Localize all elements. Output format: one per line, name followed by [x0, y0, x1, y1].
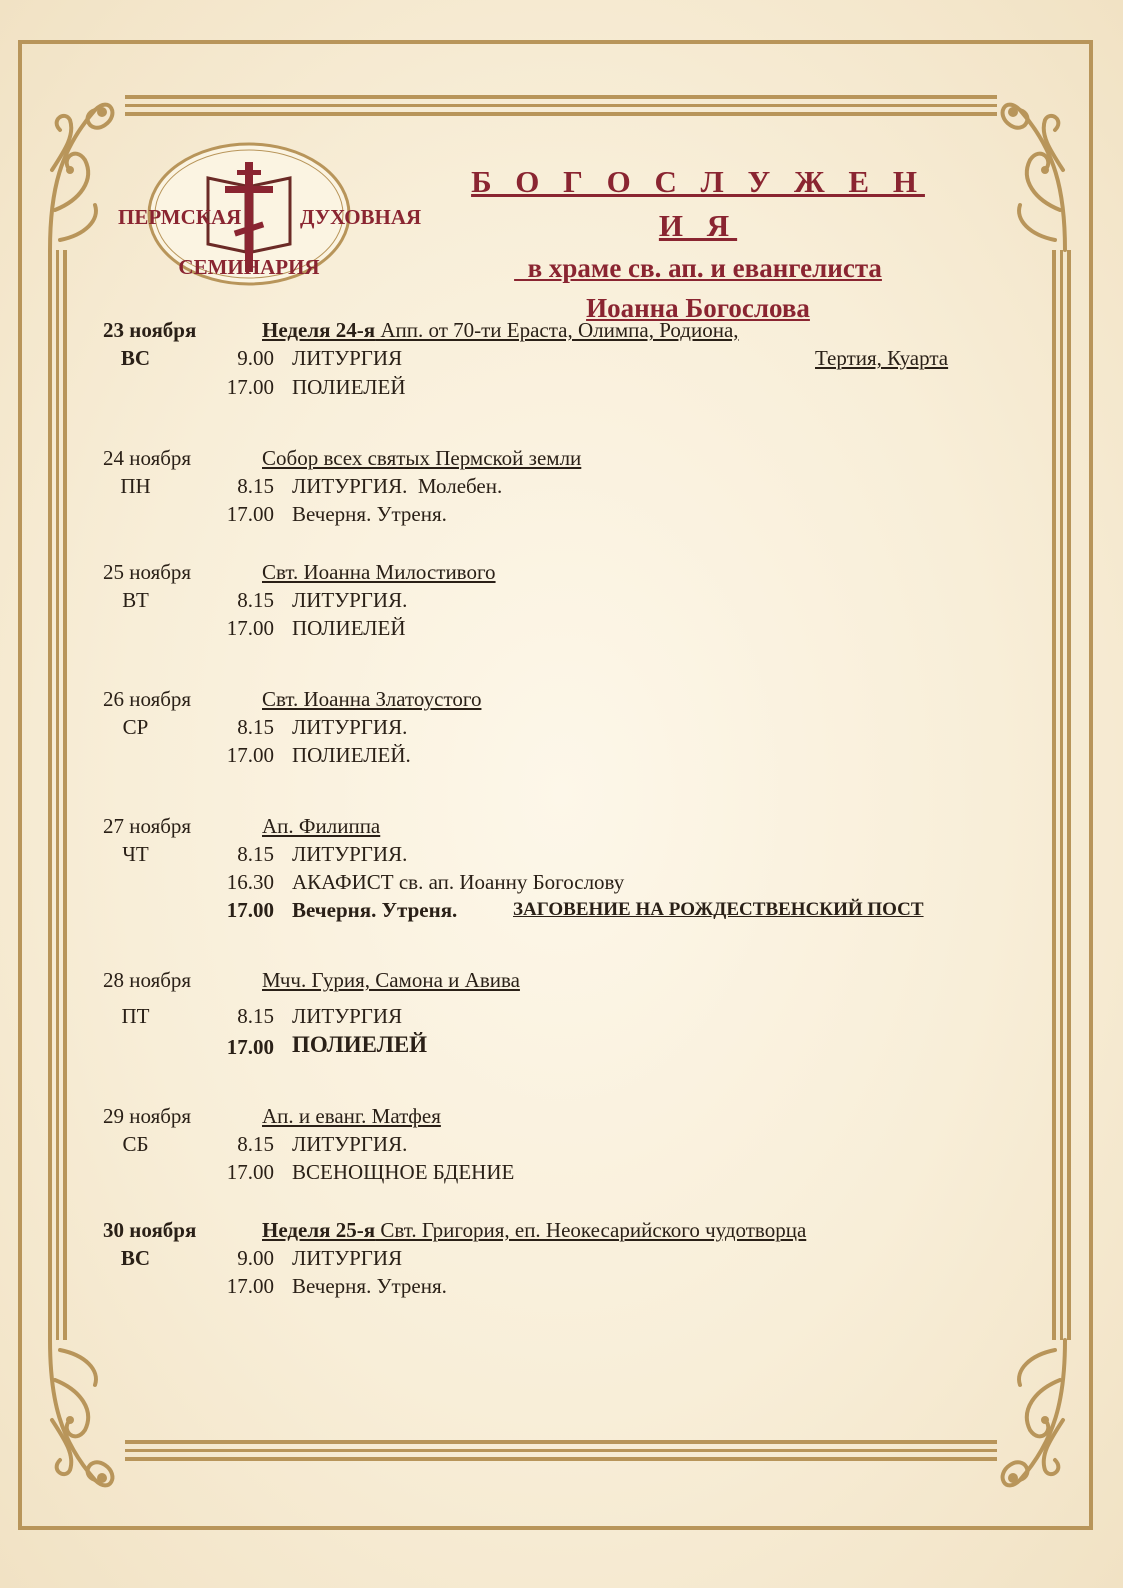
feast-sunday-label: Неделя 25-я [262, 1218, 376, 1242]
service-time: 17.00 [226, 743, 274, 767]
service-time: 9.00 [237, 346, 274, 370]
service-name: ЛИТУРГИЯ. [292, 842, 408, 866]
day-of-week: ВС [120, 346, 151, 370]
day-of-week: ВС [120, 1246, 151, 1270]
service-time: 17.00 [226, 1274, 274, 1298]
service-name: ПОЛИЕЛЕЙ [292, 1032, 428, 1057]
service-time: 9.00 [237, 1246, 274, 1270]
logo-text-right: ДУХОВНАЯ [300, 205, 422, 229]
service-time: 17.00 [226, 898, 274, 922]
service-name: ЛИТУРГИЯ. [292, 588, 408, 612]
service-time: 17.00 [226, 502, 274, 526]
service-time: 17.00 [226, 1035, 274, 1059]
service-name: Вечерня. Утреня. [292, 1274, 447, 1298]
day-feast [262, 317, 739, 343]
feast-text: Свт. Григория, еп. Неокесарийского чудотворца [375, 1218, 807, 1242]
service-name: АКАФИСТ св. ап. Иоанну Богослову [292, 870, 625, 894]
service-time: 8.15 [237, 842, 274, 866]
page-subtitle-line2: Иоанна Богослова [586, 293, 810, 323]
service-name: ВСЕНОЩНОЕ БДЕНИЕ [292, 1160, 515, 1184]
service-time: 17.00 [226, 616, 274, 640]
day-date: 28 ноября [103, 968, 192, 992]
day-of-week: ПТ [121, 1004, 150, 1028]
feast-sunday-label: Неделя 24-я [262, 318, 376, 342]
service-name: ЛИТУРГИЯ [292, 1246, 403, 1270]
service-name: ЛИТУРГИЯ [292, 1004, 403, 1028]
day-date: 25 ноября [103, 560, 192, 584]
service-name: ЛИТУРГИЯ. [292, 715, 408, 739]
service-time: 17.00 [226, 1160, 274, 1184]
service-time: 17.00 [226, 375, 274, 399]
day-feast: Свт. Иоанна Милостивого [262, 560, 496, 584]
day-date: 23 ноября [103, 318, 197, 342]
day-of-week: СР [122, 715, 149, 739]
service-time: 16.30 [226, 870, 274, 894]
service-name: ЛИТУРГИЯ. [292, 1132, 408, 1156]
service-time: 8.15 [237, 588, 274, 612]
feast-text-continued: Тертия, Куарта [815, 346, 949, 370]
day-feast: Ап. и еванг. Матфея [262, 1104, 441, 1128]
day-date: 27 ноября [103, 814, 192, 838]
day-feast: Собор всех святых Пермской земли [262, 446, 582, 470]
day-date: 24 ноября [103, 446, 192, 470]
day-feast [262, 1217, 806, 1243]
service-name: ЛИТУРГИЯ [292, 346, 403, 370]
day-of-week: ЧТ [122, 842, 149, 866]
day-feast: Свт. Иоанна Златоустого [262, 687, 482, 711]
day-of-week: ВТ [122, 588, 149, 612]
service-time: 8.15 [237, 474, 274, 498]
service-name: ПОЛИЕЛЕЙ [292, 616, 406, 640]
page-subtitle-line1: в храме св. ап. и евангелиста [514, 253, 882, 283]
service-time: 8.15 [237, 1132, 274, 1156]
day-feast: Мчч. Гурия, Самона и Авива [262, 968, 520, 992]
service-name: Вечерня. Утреня. [292, 898, 458, 922]
day-date: 29 ноября [103, 1104, 192, 1128]
day-date: 26 ноября [103, 687, 192, 711]
day-of-week: ПН [120, 474, 151, 498]
logo-text-left: ПЕРМСКАЯ [118, 205, 242, 229]
feast-text: Апп. от 70-ти Ераста, Олимпа, Родиона, [375, 318, 739, 342]
day-feast: Ап. Филиппа [262, 814, 381, 838]
day-of-week: СБ [122, 1132, 149, 1156]
service-name: ПОЛИЕЛЕЙ. [292, 743, 411, 767]
service-name: Вечерня. Утреня. [292, 502, 447, 526]
day-date: 30 ноября [103, 1218, 197, 1242]
service-name: ПОЛИЕЛЕЙ [292, 375, 406, 399]
logo-text-bottom: СЕМИНАРИЯ [178, 255, 320, 279]
service-time: 8.15 [237, 715, 274, 739]
fast-note: ЗАГОВЕНИЕ НА РОЖДЕСТВЕНСКИЙ ПОСТ [513, 899, 924, 920]
service-time: 8.15 [237, 1004, 274, 1028]
service-name: ЛИТУРГИЯ. Молебен. [292, 474, 503, 498]
page-title: Б О Г О С Л У Ж Е Н И Я [471, 164, 925, 243]
